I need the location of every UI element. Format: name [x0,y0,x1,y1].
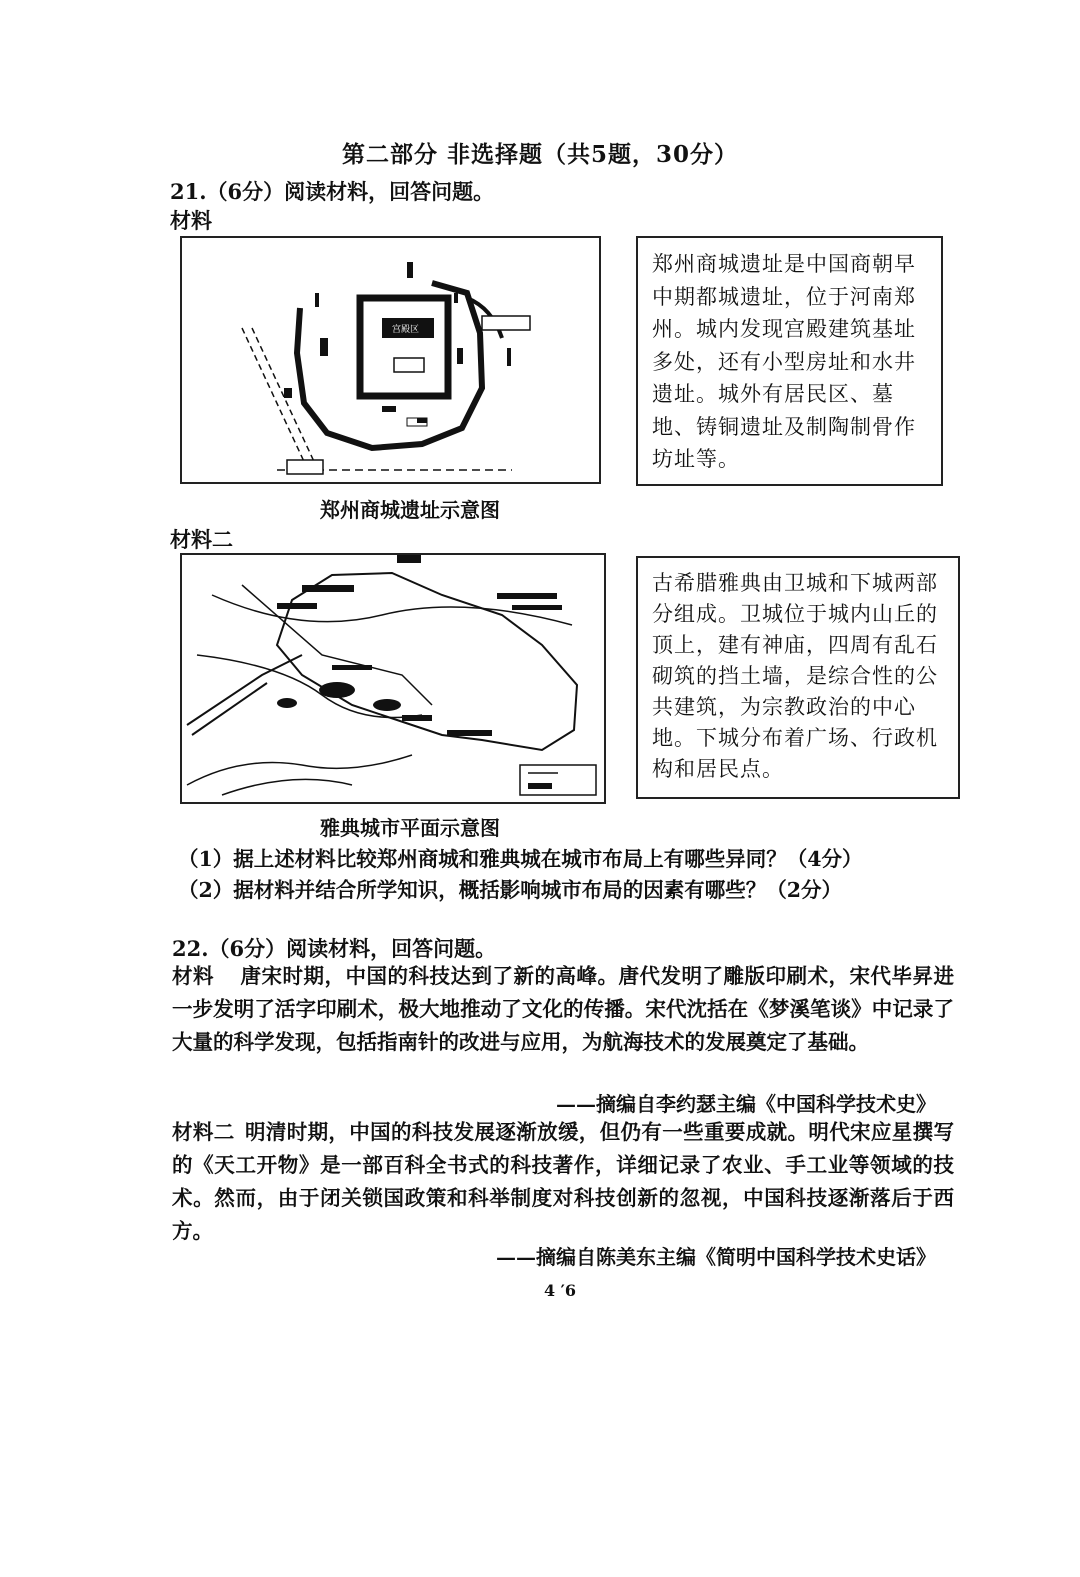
athens-map [180,553,606,804]
q21-material1-label: 材料 [170,208,212,233]
athens-text-box: 古希腊雅典由卫城和下城两部分组成。卫城位于城内山丘的顶上，建有神庙，四周有乱石砌筑的挡土墙，是综合性的公共建筑，为宗教政治的中心地。下城分布着广场、行政机构和居民点。 [636,556,960,799]
q22-material2-text: 明清时期，中国的科技发展逐渐放缓，但仍有一些重要成就。明代宋应星撰写的《天工开物》是一部百科全书式的科技著作，详细记录了农业、手工业等领域的技术。然而，由于闭关锁国政策和科举制度对科技创新的忽视，中国科技逐渐落后于西方。 [172,1120,955,1243]
zhengzhou-map-drawing [182,238,599,482]
q22-material1-label: 材料 [172,964,214,988]
q22-material2-label: 材料二 [172,1120,235,1144]
q21-header: 21.（6分）阅读材料，回答问题。 [170,179,495,204]
q22-material1-text: 唐宋时期，中国的科技达到了新的高峰。唐代发明了雕版印刷术，宋代毕昇进一步发明了活字印刷术，极大地推动了文化的传播。宋代沈括在《梦溪笔谈》中记录了大量的科学发现，包括指南针的改进与应用，为航海技术的发展奠定了基础。 [172,964,954,1054]
athens-map-drawing [182,555,604,802]
map1-palace-label: 宫殿区 [392,325,420,335]
q21-material2-label: 材料二 [170,527,233,552]
section-title: 第二部分 非选择题（共5题，30分） [341,141,739,168]
q22-material1 [172,960,954,1059]
page-number: 4 ′6 [543,1281,577,1300]
q21-question2: （2）据材料并结合所学知识，概括影响城市布局的因素有哪些？（2分） [178,878,843,902]
zhengzhou-text-box: 郑州商城遗址是中国商朝早中期都城遗址，位于河南郑州。城内发现宫殿建筑基址多处，还有小型房址和水井遗址。城外有居民区、墓地、铸铜遗址及制陶制骨作坊址等。 [636,236,943,486]
q22-material1-source: ——摘编自李约瑟主编《中国科学技术史》 [556,1092,936,1116]
zhengzhou-map [180,236,601,484]
q21-question1: （1）据上述材料比较郑州商城和雅典城在城市布局上有哪些异同？（4分） [178,847,863,871]
zhengzhou-map-caption: 郑州商城遗址示意图 [320,498,500,522]
q22-material2-source: ——摘编自陈美东主编《简明中国科学技术史话》 [496,1245,936,1269]
q22-material2 [172,1116,954,1248]
q22-header: 22.（6分）阅读材料，回答问题。 [172,936,497,961]
athens-map-caption: 雅典城市平面示意图 [320,816,500,840]
